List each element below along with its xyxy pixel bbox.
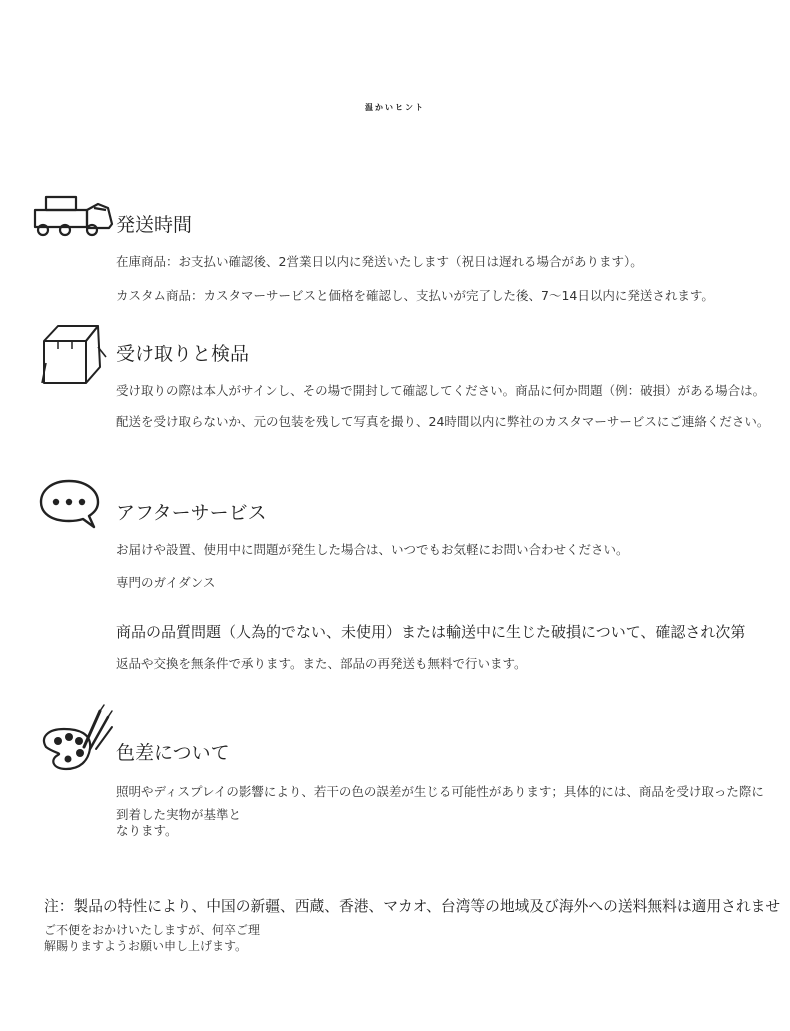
color-line-lighting: 照明やディスプレイの影響により、若干の色の誤差が生じる可能性があります；具体的には、商品を受け取った際に [116, 784, 764, 799]
apology-line-2: 解賜りますようお願い申し上げます。 [44, 939, 248, 953]
shipping-heading: 発送時間 [116, 214, 193, 236]
color-line-standard: なります。 [116, 823, 178, 838]
chat-bubble-icon [38, 478, 104, 532]
color-heading: 色差について [116, 742, 230, 764]
receiving-heading: 受け取りと検品 [116, 343, 250, 365]
page-title: 温かいヒント [365, 103, 425, 112]
after-service-line-return: 返品や交換を無条件で承ります。また、部品の再発送も無料で行います。 [116, 656, 527, 671]
after-service-line-quality: 商品の品質問題（人為的でない、未使用）または輸送中に生じた破損について、確認され次第 [116, 623, 746, 641]
apology-line-1: ご不便をおかけいたしますが、何卒ご理 [44, 923, 261, 937]
receiving-line-sign: 受け取りの際は本人がサインし、その場で開封して確認してください。商品に何か問題（例：破損）がある場合は。 [116, 383, 766, 398]
shipping-line-custom: カスタム商品：カスタマーサービスと価格を確認し、支払いが完了した後、7〜14日以内に発送されます。 [116, 288, 714, 303]
after-service-line-contact: お届けや設置、使用中に問題が発生した場合は、いつでもお気軽にお問い合わせください。 [116, 542, 629, 557]
shipping-line-stock: 在庫商品：お支払い確認後、2営業日以内に発送いたします（祝日は遅れる場合があります）。 [116, 254, 643, 269]
shipping-restriction-note: 注：製品の特性により、中国の新疆、西蔵、香港、マカオ、台湾等の地域及び海外への送料無料は適用されませ [44, 898, 781, 915]
receiving-line-contact: 配送を受け取らないか、元の包装を残して写真を撮り、24時間以内に弊社のカスタマーサービスにご連絡ください。 [116, 414, 770, 429]
color-line-arrival: 到着した実物が基準と [116, 807, 242, 822]
box-icon [40, 323, 110, 389]
after-service-heading: アフターサービス [116, 502, 267, 524]
truck-icon [32, 194, 116, 240]
after-service-line-guidance: 専門のガイダンス [116, 575, 216, 590]
palette-icon [38, 703, 116, 775]
